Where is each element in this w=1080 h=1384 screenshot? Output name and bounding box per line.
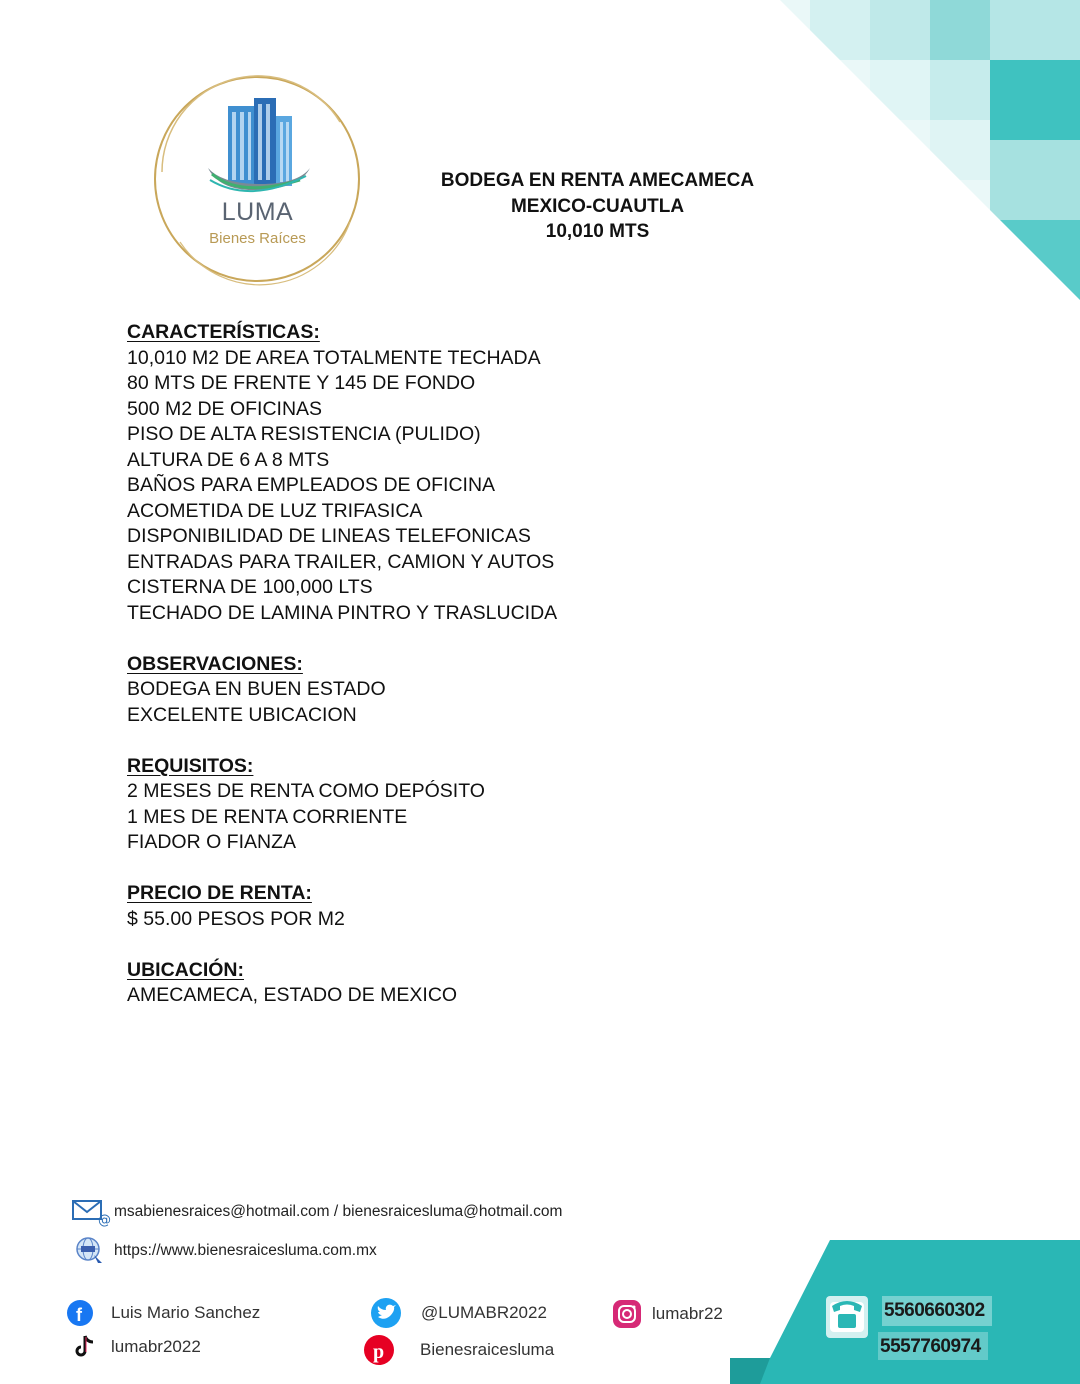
price-item: $ 55.00 PESOS POR M2: [127, 907, 345, 930]
section-heading: UBICACIÓN:: [127, 958, 244, 981]
logo-name: LUMA: [221, 198, 294, 226]
requirement-item: FIADOR O FIANZA: [127, 831, 297, 853]
section-observaciones: [127, 652, 827, 729]
section-ubicacion: [127, 958, 827, 1009]
facebook-link[interactable]: [65, 1298, 260, 1328]
page-title: [420, 168, 775, 245]
phone-number-2[interactable]: 5557760974: [880, 1336, 981, 1357]
feature-item: BAÑOS PARA EMPLEADOS DE OFICINA: [127, 474, 496, 496]
phone-icon: [830, 1301, 864, 1332]
observation-item: EXCELENTE UBICACION: [127, 703, 357, 726]
email-row: [72, 1197, 562, 1227]
logo-tagline: Bienes Raíces: [209, 230, 306, 247]
requirement-item: 1 MES DE RENTA CORRIENTE: [127, 805, 408, 828]
title-line-2: MEXICO-CUAUTLA: [510, 195, 685, 217]
facebook-name: Luis Mario Sanchez: [111, 1303, 261, 1322]
svg-text:@: @: [98, 1213, 111, 1228]
feature-item: TECHADO DE LAMINA PINTRO Y TRASLUCIDA: [127, 601, 558, 624]
section-requisitos: [127, 754, 827, 856]
pinterest-link[interactable]: [364, 1335, 554, 1365]
logo-emblem-icon: [150, 72, 365, 287]
feature-item: ALTURA DE 6 A 8 MTS: [127, 448, 330, 471]
section-heading: CARACTERÍSTICAS:: [127, 321, 320, 343]
section-heading: PRECIO DE RENTA:: [127, 882, 312, 904]
email-address[interactable]: msabienesraices@hotmail.com / bienesraicesluma@hotmail.com: [114, 1203, 563, 1220]
listing-details: [127, 320, 827, 1034]
email-icon: [72, 1197, 111, 1228]
feature-item: ACOMETIDA DE LUZ TRIFASICA: [127, 499, 423, 522]
luma-logo: [150, 72, 365, 287]
pinterest-icon: [364, 1335, 394, 1365]
section-heading: REQUISITOS:: [127, 754, 254, 777]
section-heading: OBSERVACIONES:: [127, 652, 303, 675]
svg-text:p: p: [373, 1341, 385, 1363]
feature-item: PISO DE ALTA RESISTENCIA (PULIDO): [127, 423, 481, 445]
section-caracteristicas: [127, 320, 827, 626]
instagram-link[interactable]: [612, 1299, 723, 1329]
title-line-1: BODEGA EN RENTA AMECAMECA: [440, 170, 755, 191]
section-precio: [127, 881, 827, 932]
instagram-icon: [612, 1299, 642, 1329]
corner-decoration: [780, 0, 1080, 300]
website-url[interactable]: https://www.bienesraicesluma.com.mx: [114, 1242, 377, 1259]
twitter-link[interactable]: [371, 1298, 547, 1328]
tiktok-icon: [73, 1332, 97, 1362]
twitter-handle: @LUMABR2022: [421, 1303, 547, 1322]
pinterest-handle: Bienesraicesluma: [420, 1340, 555, 1359]
instagram-handle: lumabr22: [652, 1304, 723, 1323]
title-line-3: 10,010 MTS: [545, 221, 650, 242]
location-item: AMECAMECA, ESTADO DE MEXICO: [127, 984, 458, 1006]
feature-item: ENTRADAS PARA TRAILER, CAMION Y AUTOS: [127, 550, 555, 573]
phone-number-1[interactable]: 5560660302: [884, 1300, 985, 1321]
feature-item: 80 MTS DE FRENTE Y 145 DE FONDO: [127, 372, 476, 394]
svg-text:f: f: [76, 1305, 82, 1325]
feature-item: 500 M2 DE OFICINAS: [127, 397, 323, 420]
feature-item: CISTERNA DE 100,000 LTS: [127, 576, 373, 598]
twitter-icon: [371, 1298, 401, 1328]
tiktok-link[interactable]: [73, 1332, 201, 1362]
website-row: [72, 1236, 377, 1266]
tiktok-handle: lumabr2022: [111, 1337, 201, 1356]
feature-item: 10,010 M2 DE AREA TOTALMENTE TECHADA: [127, 346, 541, 369]
globe-icon: [72, 1236, 108, 1266]
facebook-icon: [65, 1298, 95, 1328]
requirement-item: 2 MESES DE RENTA COMO DEPÓSITO: [127, 780, 485, 802]
observation-item: BODEGA EN BUEN ESTADO: [127, 678, 386, 700]
feature-item: DISPONIBILIDAD DE LINEAS TELEFONICAS: [127, 525, 531, 547]
